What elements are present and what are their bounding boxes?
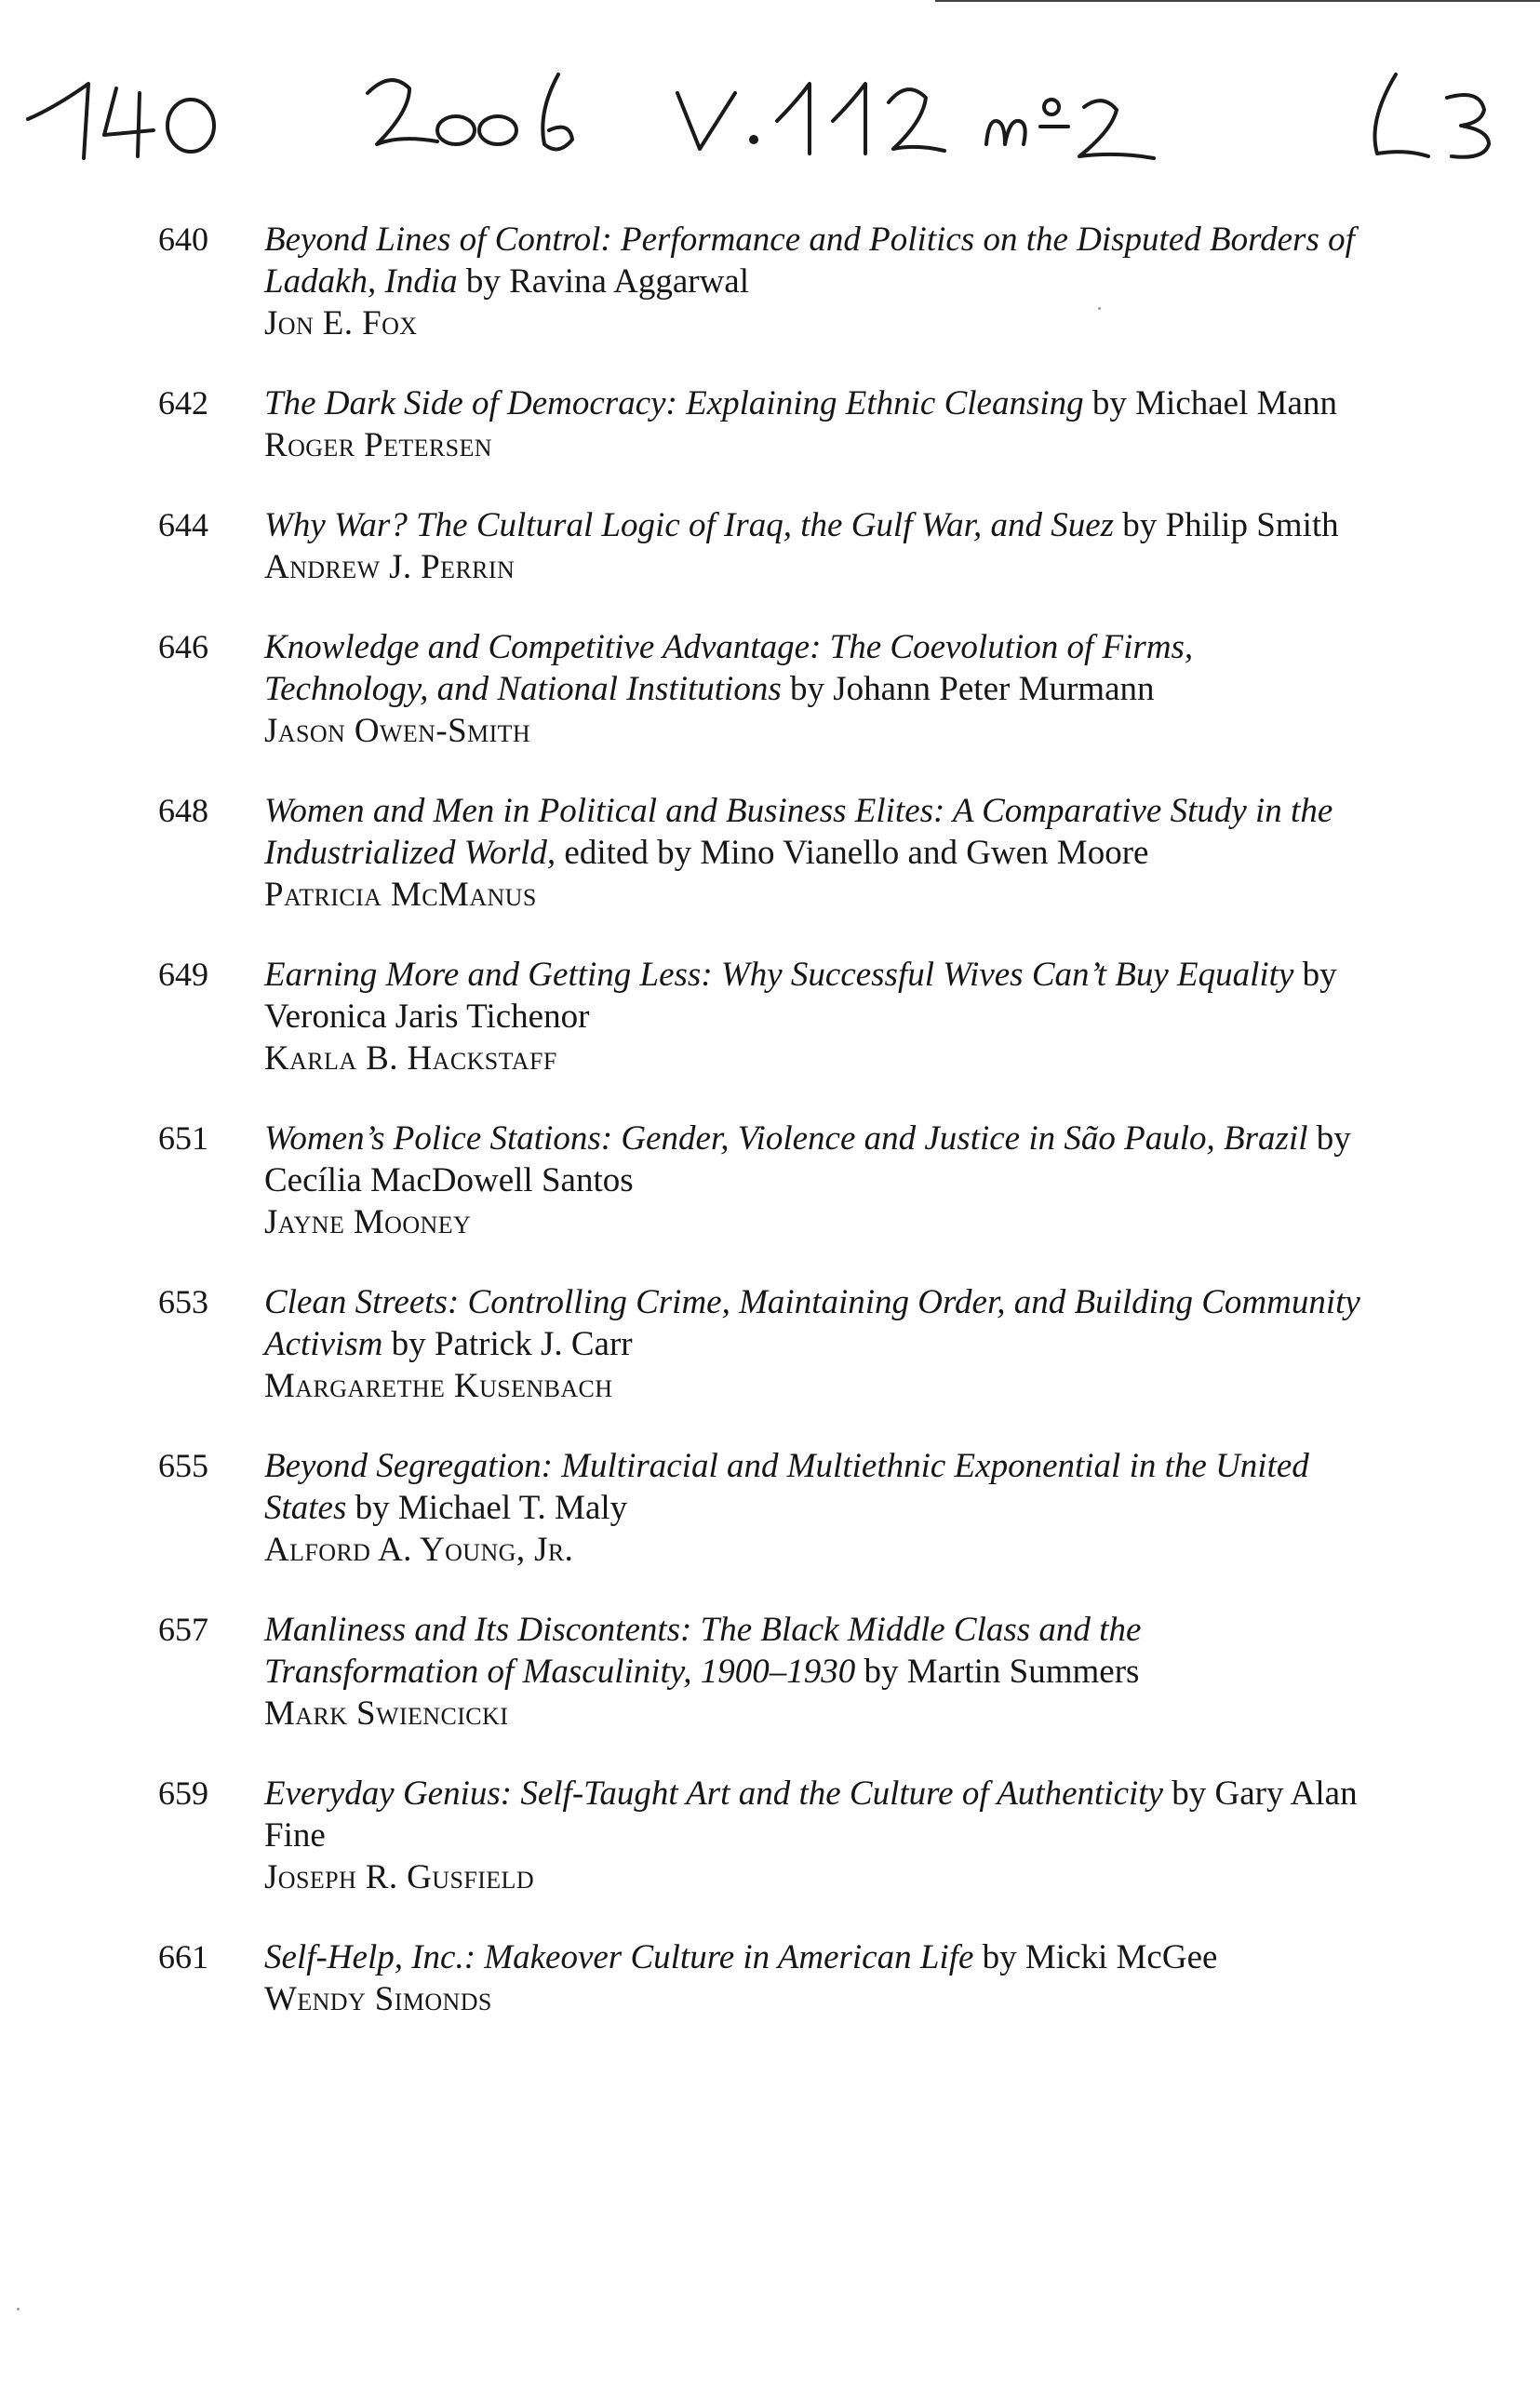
scan-speck [1098, 307, 1101, 310]
handwriting-drawing [0, 56, 1540, 167]
page-number: 646 [158, 628, 208, 665]
book-credit: by Gary Alan Fine [264, 1775, 1358, 1855]
reviewer-name: Wendy Simonds [264, 1980, 492, 2018]
entry-body [264, 954, 1362, 1079]
page-number: 642 [158, 384, 208, 422]
book-credit: by Cecília MacDowell Santos [264, 1119, 1351, 1199]
page-number: 659 [158, 1775, 208, 1812]
list-item [158, 790, 1368, 916]
reviewer-name: Patricia McManus [264, 876, 537, 914]
book-credit: by Johann Peter Murmann [781, 670, 1155, 708]
book-title: Women and Men in Political and Business Elites: A Comparative Study in the Industrialized World, [264, 792, 1333, 872]
page-number: 655 [158, 1447, 208, 1484]
entry-body [264, 504, 1362, 588]
entry-body [264, 626, 1362, 752]
reviewer-name: Joseph R. Gusfield [264, 1858, 534, 1896]
book-title: Self-Help, Inc.: Makeover Culture in American Life [264, 1938, 974, 1976]
reviewer-name: Karla B. Hackstaff [264, 1039, 557, 1078]
book-title: Everyday Genius: Self-Taught Art and the Culture of Authenticity [264, 1775, 1163, 1813]
entry-body [264, 1281, 1362, 1407]
book-title: Clean Streets: Controlling Crime, Maintaining Order, and Building Community Activism [264, 1283, 1360, 1363]
book-title: Why War? The Cultural Logic of Iraq, the Gulf War, and Suez [264, 506, 1115, 544]
book-credit: edited by Mino Vianello and Gwen Moore [556, 834, 1149, 872]
list-item [158, 626, 1368, 752]
list-item [158, 504, 1368, 588]
entry-body [264, 1609, 1362, 1734]
reviewer-name: Mark Swiencicki [264, 1694, 509, 1733]
reviewer-name: Alford A. Young, Jr. [264, 1531, 574, 1569]
book-credit: by Michael Mann [1083, 384, 1337, 422]
entry-body [264, 1773, 1362, 1898]
list-item [158, 1118, 1368, 1243]
book-title: Manliness and Its Discontents: The Black Middle Class and the Transformation of Masculinity, 1900–1930 [264, 1611, 1142, 1691]
book-credit: by Micki McGee [973, 1938, 1218, 1976]
page-number: 648 [158, 792, 208, 829]
page-number: 651 [158, 1119, 208, 1157]
reviewer-name: Jayne Mooney [264, 1203, 472, 1241]
page-number: 653 [158, 1283, 208, 1320]
book-credit: by Ravina Aggarwal [457, 262, 750, 301]
page-number: 657 [158, 1611, 208, 1648]
list-item [158, 219, 1368, 344]
book-title: Beyond Segregation: Multiracial and Multiethnic Exponential in the United States [264, 1447, 1309, 1527]
book-title: Earning More and Getting Less: Why Successful Wives Can’t Buy Equality [264, 956, 1294, 994]
reviewer-name: Jon E. Fox [264, 304, 418, 342]
list-item [158, 954, 1368, 1079]
list-item [158, 382, 1368, 466]
reviewer-name: Margarethe Kusenbach [264, 1367, 613, 1405]
book-credit: by Philip Smith [1114, 506, 1339, 544]
entry-body [264, 1936, 1362, 2020]
page-number: 640 [158, 221, 208, 258]
book-title: The Dark Side of Democracy: Explaining Ethnic Cleansing [264, 384, 1084, 422]
book-title: Women’s Police Stations: Gender, Violence and Justice in São Paulo, Brazil [264, 1119, 1308, 1158]
list-item [158, 1281, 1368, 1407]
page-number: 644 [158, 506, 208, 543]
entry-body [264, 219, 1362, 344]
handwritten-annotation [0, 56, 1540, 167]
book-credit: by Veronica Jaris Tichenor [264, 956, 1337, 1036]
book-credit: by Martin Summers [855, 1653, 1140, 1691]
list-item [158, 1773, 1368, 1898]
reviewer-name: Jason Owen-Smith [264, 712, 531, 750]
entry-body [264, 382, 1362, 466]
scan-top-rule [935, 0, 1540, 2]
entry-body [264, 1445, 1362, 1571]
reviewer-name: Roger Petersen [264, 426, 492, 464]
entry-body [264, 790, 1362, 916]
reviewer-name: Andrew J. Perrin [264, 548, 516, 586]
book-title: Beyond Lines of Control: Performance and Politics on the Disputed Borders of Ladakh, India [264, 221, 1355, 301]
book-credit: by Michael T. Maly [346, 1489, 628, 1527]
page-number: 661 [158, 1938, 208, 1976]
book-review-list [158, 219, 1368, 2058]
list-item [158, 1445, 1368, 1571]
book-title: Knowledge and Competitive Advantage: The Coevolution of Firms, Technology, and National Institutions [264, 628, 1194, 708]
list-item [158, 1936, 1368, 2020]
entry-body [264, 1118, 1362, 1243]
scan-speck [17, 2308, 20, 2310]
page-number: 649 [158, 956, 208, 993]
list-item [158, 1609, 1368, 1734]
book-credit: by Patrick J. Carr [382, 1325, 633, 1363]
